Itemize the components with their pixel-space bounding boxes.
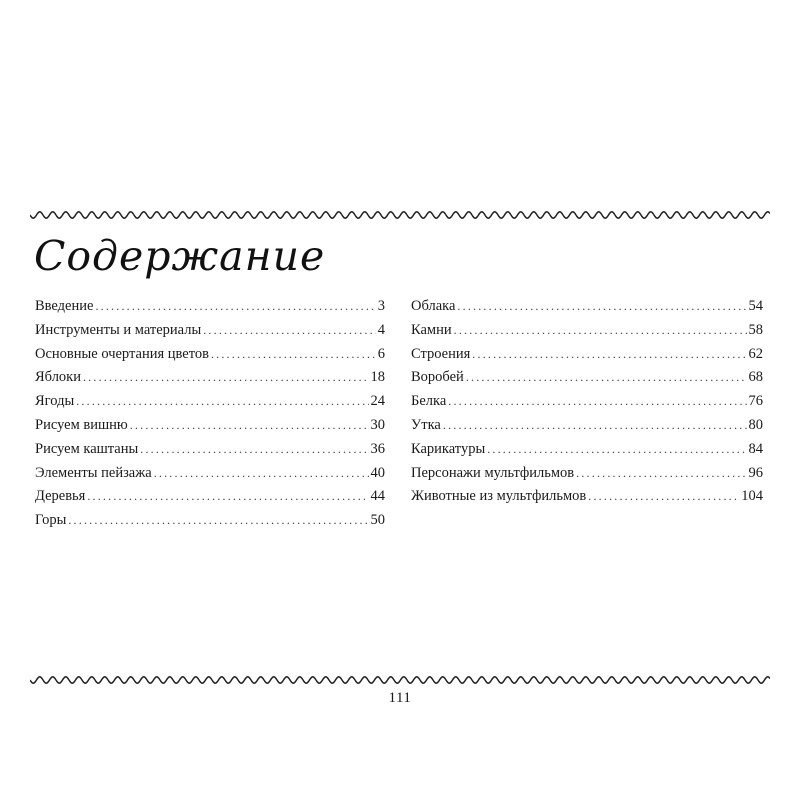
- toc-entry: [35, 462, 385, 486]
- toc-leader-dots: [95, 295, 375, 319]
- toc-leader-dots: [87, 485, 368, 509]
- toc-leader-dots: [472, 343, 746, 367]
- toc-entry: [411, 390, 763, 414]
- toc-entry-page: 24: [370, 393, 385, 410]
- toc-entry-page: 4: [377, 321, 385, 338]
- toc-entry-title: Строения: [411, 345, 471, 362]
- toc-entry-title: Деревья: [35, 488, 86, 505]
- toc-entry: [411, 295, 763, 319]
- toc-entry-title: Персонажи мультфильмов: [411, 464, 575, 481]
- toc-leader-dots: [76, 390, 368, 414]
- toc-leader-dots: [211, 343, 376, 367]
- toc-entry: [35, 366, 385, 390]
- toc-leader-dots: [203, 319, 376, 343]
- toc-entry: [411, 462, 763, 486]
- toc-leader-dots: [457, 295, 746, 319]
- toc-entry-title: Облака: [411, 298, 456, 314]
- toc-leader-dots: [154, 462, 369, 486]
- toc-entry-page: 84: [748, 440, 763, 457]
- toc-entry: [411, 343, 763, 367]
- toc-entry: [411, 438, 763, 462]
- toc-entry-page: 6: [377, 345, 385, 362]
- toc-entry-page: 96: [748, 464, 763, 481]
- toc-left-column: [35, 295, 385, 533]
- toc-entry-page: 3: [377, 298, 385, 314]
- toc-entry-page: 104: [741, 488, 763, 505]
- toc-entry-title: Рисуем вишню: [35, 416, 128, 433]
- toc-entry-page: 80: [748, 416, 763, 433]
- toc-leader-dots: [140, 438, 368, 462]
- toc-entry: [35, 390, 385, 414]
- toc-entry-page: 68: [748, 369, 763, 386]
- toc-entry-title: Горы: [35, 512, 67, 529]
- wavy-line: [30, 212, 770, 218]
- page-number: 111: [388, 690, 412, 706]
- toc-entry-title: Инструменты и материалы: [35, 321, 202, 338]
- toc-entry: [35, 319, 385, 343]
- toc-right-column: [411, 295, 763, 509]
- toc-entry: [35, 343, 385, 367]
- toc-entry-title: Рисуем каштаны: [35, 440, 139, 457]
- toc-leader-dots: [588, 485, 739, 509]
- toc-entry-title: Утка: [411, 416, 441, 433]
- toc-entry-title: Камни: [411, 321, 452, 338]
- toc-entry-page: 62: [748, 345, 763, 362]
- toc-entry-page: 30: [370, 416, 385, 433]
- toc-entry-title: Основные очертания цветов: [35, 345, 209, 362]
- toc-entry-title: Белка: [411, 393, 447, 410]
- wavy-line: [30, 677, 770, 683]
- toc-entry-title: Введение: [35, 298, 94, 314]
- toc-entry-page: 44: [370, 488, 385, 505]
- toc-entry-page: 76: [748, 393, 763, 410]
- toc-entry-title: Ягоды: [35, 393, 75, 410]
- toc-leader-dots: [68, 509, 368, 533]
- toc-entry: [35, 295, 385, 319]
- toc-entry-page: 36: [370, 440, 385, 457]
- toc-entry: [35, 414, 385, 438]
- toc-entry-title: Карикатуры: [411, 440, 486, 457]
- toc-entry: [411, 319, 763, 343]
- toc-entry-page: 40: [370, 464, 385, 481]
- toc-leader-dots: [454, 319, 747, 343]
- toc-entry-page: 50: [370, 512, 385, 529]
- toc-entry: [35, 509, 385, 533]
- toc-entry: [35, 485, 385, 509]
- toc-entry: [411, 366, 763, 390]
- toc-entry-page: 58: [748, 321, 763, 338]
- toc-entry-title: Яблоки: [35, 369, 81, 386]
- toc-entry-title: Животные из мультфильмов: [411, 488, 587, 505]
- toc-leader-dots: [83, 366, 369, 390]
- toc-entry-page: 18: [370, 369, 385, 386]
- toc-leader-dots: [448, 390, 746, 414]
- toc-entry-title: Элементы пейзажа: [35, 464, 152, 481]
- toc-entry: [35, 438, 385, 462]
- toc-leader-dots: [466, 366, 747, 390]
- toc-entry: [411, 485, 763, 509]
- toc-leader-dots: [487, 438, 746, 462]
- toc-leader-dots: [130, 414, 369, 438]
- toc-entry-title: Воробей: [411, 369, 464, 386]
- bottom-wavy-divider: [30, 673, 770, 687]
- top-wavy-divider: [30, 208, 770, 222]
- toc-leader-dots: [443, 414, 747, 438]
- toc-entry: [411, 414, 763, 438]
- toc-entry-page: 54: [748, 298, 763, 314]
- page-title: Содержание: [34, 232, 326, 280]
- toc-leader-dots: [576, 462, 746, 486]
